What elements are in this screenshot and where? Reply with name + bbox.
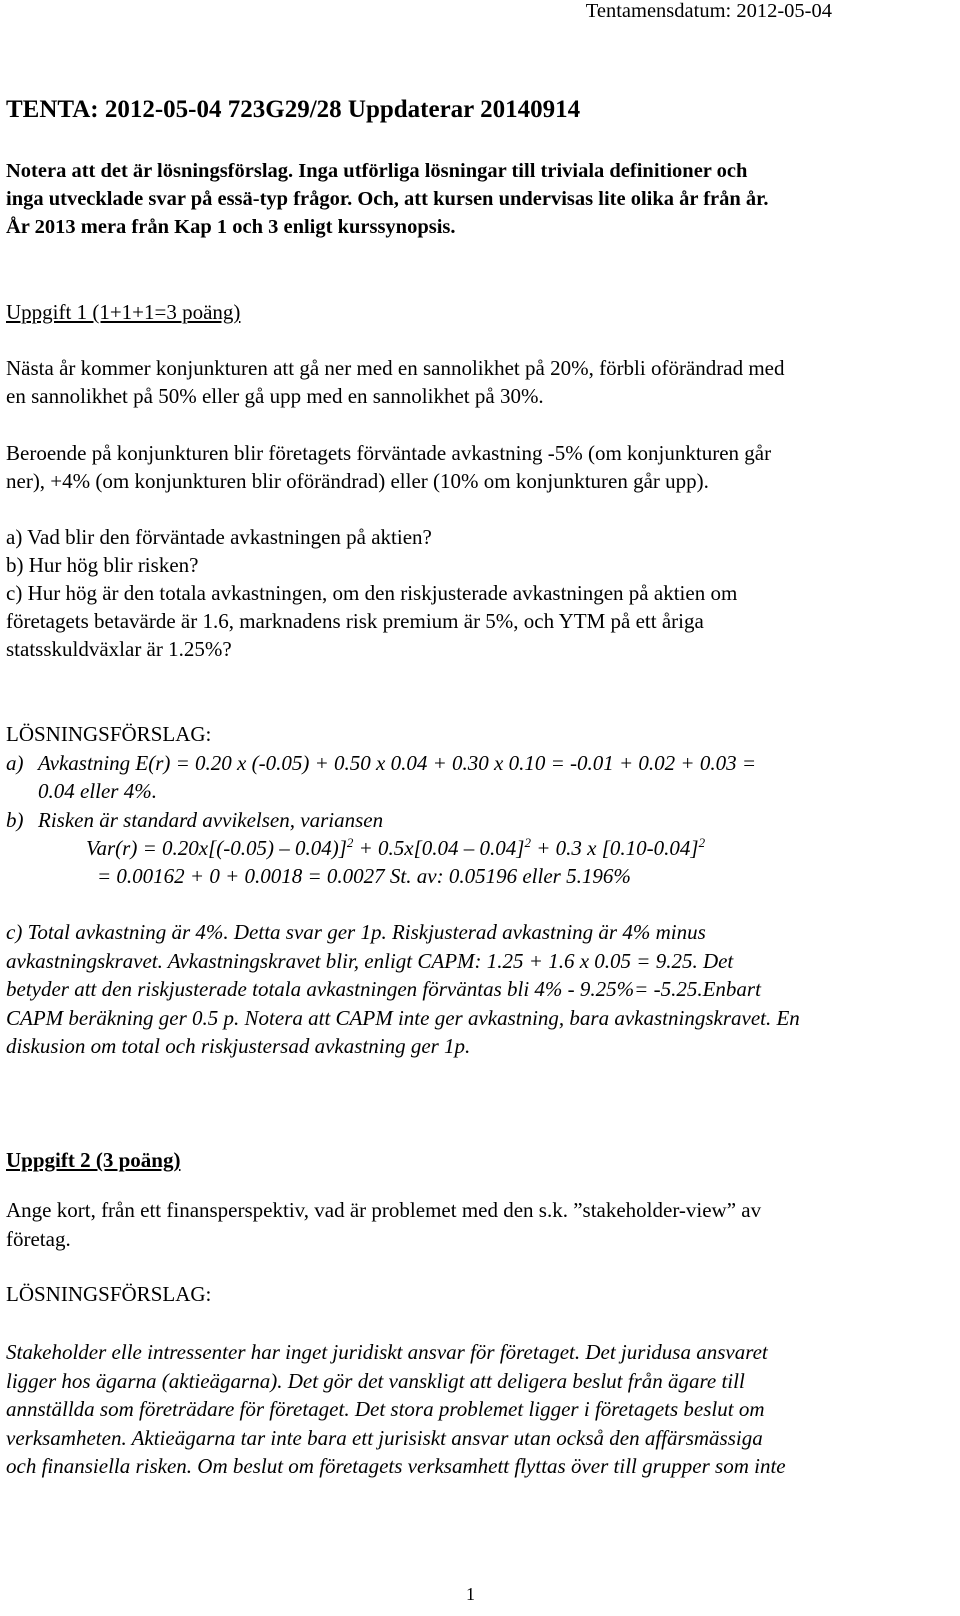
solution-c-line2: avkastningskravet. Avkastningskravet blir, enligt CAPM: 1.25 + 1.6 x 0.05 = 9.25. Det: [6, 949, 734, 973]
task1-question-a: a) Vad blir den förväntade avkastningen på aktien?: [6, 525, 432, 549]
variance-term-2: + 0.5x[0.04 – 0.04]: [353, 836, 525, 860]
variance-term-1: Var(r) = 0.20x[(-0.05) – 0.04)]: [86, 836, 347, 860]
task1-para1-line2: en sannolikhet på 50% eller gå upp med en sannolikhet på 30%.: [6, 384, 544, 408]
solution-c-line5: diskusion om total och riskjustersad avkastning ger 1p.: [6, 1034, 471, 1058]
solution-c-line4: CAPM beräkning ger 0.5 p. Notera att CAPM inte ger avkastning, bara avkastningskravet. En: [6, 1006, 800, 1030]
solution-a-line1: [6, 751, 756, 776]
task2-question-line2: företag.: [6, 1227, 71, 1251]
task2-heading: Uppgift 2 (3 poäng): [6, 1148, 181, 1172]
task2-solution-line4: verksamheten. Aktieägarna tar inte bara ett jurisiskt ansvar utan också den affärsmässiga: [6, 1426, 763, 1450]
task2-solution-line3: annställda som företrädare för företaget. Det stora problemet ligger i företagets beslut om: [6, 1397, 765, 1421]
solution-b-variance: [86, 836, 705, 861]
exponent-1: 2: [346, 835, 354, 850]
task1-solution-heading: LÖSNINGSFÖRSLAG:: [6, 722, 212, 746]
page-number: 1: [466, 1584, 475, 1604]
solution-b-line3: = 0.00162 + 0 + 0.0018 = 0.0027 St. av: 0.05196 eller 5.196%: [97, 864, 631, 888]
task2-solution-heading: LÖSNINGSFÖRSLAG:: [6, 1282, 212, 1306]
task1-para2-line2: ner), +4% (om konjunkturen blir oförändrad) eller (10% om konjunkturen går upp).: [6, 469, 709, 493]
task2-question-line1: Ange kort, från ett finansperspektiv, vad är problemet med den s.k. ”stakeholder-view” av: [6, 1198, 762, 1222]
exponent-2: 2: [524, 835, 531, 850]
notice-line-1: Notera att det är lösningsförslag. Inga utförliga lösningar till triviala definitioner och: [6, 160, 748, 182]
solution-a-text: Avkastning E(r) = 0.20 x (-0.05) + 0.50 x 0.04 + 0.30 x 0.10 = -0.01 + 0.02 + 0.03 =: [38, 751, 757, 775]
task1-question-c-line2: företagets betavärde är 1.6, marknadens risk premium är 5%, och YTM på ett åriga: [6, 609, 704, 633]
solution-a-line2: 0.04 eller 4%.: [38, 779, 157, 803]
task1-question-c-line1: c) Hur hög är den totala avkastningen, om den riskjusterade avkastningen på aktien om: [6, 581, 738, 605]
notice-line-3: År 2013 mera från Kap 1 och 3 enligt kurssynopsis.: [6, 216, 456, 238]
variance-term-3: + 0.3 x [0.10-0.04]: [530, 836, 699, 860]
solution-c-line3: betyder att den riskjusterade totala avkastningen förväntas bli 4% - 9.25%= -5.25.Enbart: [6, 977, 761, 1001]
header-date: Tentamensdatum: 2012-05-04: [585, 0, 832, 22]
solution-a-label: a): [6, 751, 24, 775]
solution-b-line1: [6, 808, 383, 833]
solution-c-line1: c) Total avkastning är 4%. Detta svar ger 1p. Riskjusterad avkastning är 4% minus: [6, 920, 706, 944]
page-title: TENTA: 2012-05-04 723G29/28 Uppdaterar 20140914: [6, 96, 581, 123]
solution-b-text: Risken är standard avvikelsen, variansen: [38, 808, 384, 832]
task1-para1-line1: Nästa år kommer konjunkturen att gå ner med en sannolikhet på 20%, förbli oförändrad med: [6, 356, 785, 380]
task1-question-c-line3: statsskuldväxlar är 1.25%?: [6, 637, 232, 661]
task2-solution-line5: och finansiella risken. Om beslut om företagets verksamhett flyttas över till grupper som inte: [6, 1454, 786, 1478]
task2-solution-line1: Stakeholder elle intressenter har inget juridiskt ansvar för företaget. Det juridusa ansvaret: [6, 1340, 768, 1364]
solution-b-label: b): [6, 808, 24, 832]
notice-line-2: inga utvecklade svar på essä-typ frågor. Och, att kursen undervisas lite olika år från år.: [6, 188, 769, 210]
task1-heading: Uppgift 1 (1+1+1=3 poäng): [6, 300, 241, 324]
exponent-3: 2: [698, 835, 706, 850]
task2-solution-line2: ligger hos ägarna (aktieägarna). Det gör det vanskligt att deligera beslut från ägare till: [6, 1369, 745, 1393]
task1-question-b: b) Hur hög blir risken?: [6, 553, 199, 577]
task1-para2-line1: Beroende på konjunkturen blir företagets förväntade avkastning -5% (om konjunkturen går: [6, 441, 772, 465]
